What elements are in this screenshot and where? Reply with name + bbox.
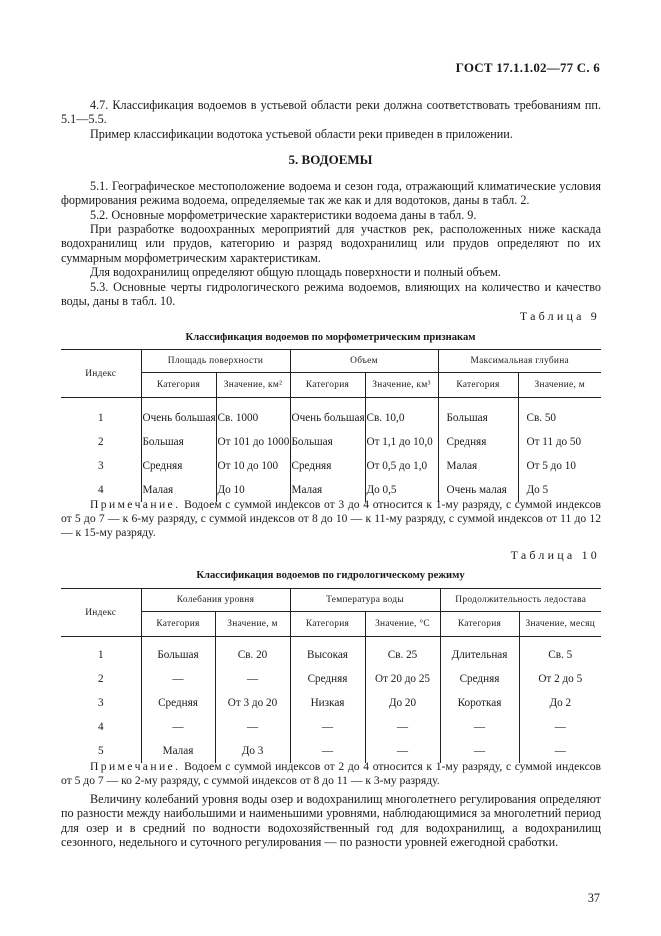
note-text: Водоем с суммой индексов от 2 до 4 относится к 1-му разряду, с суммой индексов от 5 до 7 — ко 2-му разряду, с суммой индексов от 8 до 11 — к 3-му разряду. [61,760,601,788]
sub-header: Значение, км² [216,373,290,398]
paragraph-5-1: 5.1. Географическое местоположение водоема и сезон года, отражающий климатические условия формирования режима водоема, определяемые так же как и для водотоков, даны в табл. 2. [61,179,601,208]
table-cell: 3 [97,697,104,709]
sub-header: Значение, м [518,373,601,398]
table-row [61,406,601,430]
table9-title: Классификация водоемов по морфометрическим признакам [185,332,476,343]
table-cell: Очень большая [290,406,365,430]
index-header: Индекс [61,350,141,398]
table-cell: От 2 до 5 [519,667,601,691]
table-cell: — [519,715,601,739]
table-cell: — [141,715,215,739]
table-row [61,430,601,454]
table-cell: От 10 до 100 [216,454,290,478]
table-cell: Очень малая [438,478,518,502]
group-header: Продолжительность ледостава [440,589,601,612]
table-cell: Большая [438,406,518,430]
table-cell: 4 [97,721,104,733]
table-cell: От 1,1 до 10,0 [365,430,438,454]
sub-header: Категория [440,612,519,637]
table-cell: До 5 [518,478,601,502]
table-cell: — [365,739,440,763]
note-text: Водоем с суммой индексов от 3 до 4 относится к 1-му разряду, с суммой индексов от 5 до 7 — к 6-му разряду, с суммой индексов от 8 до 10 — к 11-му разряду, с суммой индексов от 11 до 12 — к 15-му разряду. [61,498,601,540]
final-paragraph: Величину колебаний уровня воды озер и водохранилищ многолетнего регулирования определяют по разности между наибольшими и наименьшими уровнями, наблюдающимися за многолетний период для озер и в средний по водности водохозяйственный год для водохранилищ, а водохранилищ сезонного, недельного и суточного регулирования — по разности уровней ежегодной сработки. [61,792,601,850]
table-cell: 4 [97,484,104,496]
table-cell: От 5 до 10 [518,454,601,478]
table-cell: Малая [141,739,215,763]
table10-title: Классификация водоемов по гидрологическому режиму [196,570,465,581]
table-cell: Св. 1000 [216,406,290,430]
table-cell: Большая [141,430,216,454]
group-header: Максимальная глубина [438,350,601,373]
index-header: Индекс [61,589,141,637]
table9-note [61,498,601,541]
table-row [61,454,601,478]
table-row [61,715,601,739]
table-row [61,667,601,691]
group-header: Площадь поверхности [141,350,290,373]
table-cell: — [215,715,290,739]
paragraph-5-2: 5.2. Основные морфометрические характеристики водоема даны в табл. 9. [90,208,477,222]
table-cell: До 20 [365,691,440,715]
page-header: ГОСТ 17.1.1.02—77 С. 6 [455,60,600,75]
page-number: 37 [587,891,600,905]
table-hydrological [61,588,601,763]
table-row [61,691,601,715]
table-cell: 1 [97,649,104,661]
table-cell: 2 [97,436,104,448]
paragraph-4-7-example: Пример классификации водотока устьевой области реки приведен в приложении. [90,127,513,141]
section-title: 5. ВОДОЕМЫ [288,152,373,167]
table-cell: Св. 20 [215,643,290,667]
table-cell: От 0,5 до 1,0 [365,454,438,478]
table-cell: От 3 до 20 [215,691,290,715]
table-row [61,643,601,667]
table-cell: Средняя [290,667,365,691]
sub-header: Значение, месяц [519,612,601,637]
table-cell: Малая [290,478,365,502]
sub-header: Значение, м [215,612,290,637]
note-label: Примечание. [90,498,181,511]
sub-header: Категория [141,373,216,398]
table-cell: До 3 [215,739,290,763]
table-cell: Малая [141,478,216,502]
table-cell: Большая [141,643,215,667]
table-cell: — [290,739,365,763]
table-cell: Большая [290,430,365,454]
table-cell: — [365,715,440,739]
table10-label: Таблица 10 [510,548,600,562]
table-cell: 1 [97,412,104,424]
table-cell: От 20 до 25 [365,667,440,691]
table-cell: — [519,739,601,763]
paragraph-5-2-volume: Для водохранилищ определяют общую площадь поверхности и полный объем. [90,265,501,279]
table-cell: Очень большая [141,406,216,430]
paragraph-4-7: 4.7. Классификация водоемов в устьевой области реки должна соответствовать требованиям пп. 5.1—5.5. [61,98,601,127]
table-cell: Св. 50 [518,406,601,430]
table-cell: Средняя [438,430,518,454]
paragraph-5-2-detail: При разработке водоохранных мероприятий для участков рек, расположенных ниже каскада водохранилищ или прудов, категорию и разряд водохранилищ или прудов определяют по их суммарным морфометрическим характеристикам. [61,222,601,265]
table-cell: Св. 10,0 [365,406,438,430]
table-cell: От 11 до 50 [518,430,601,454]
note-label: Примечание. [90,760,181,773]
sub-header: Категория [141,612,215,637]
sub-header: Категория [290,612,365,637]
table-cell: От 101 до 1000 [216,430,290,454]
table-cell: Малая [438,454,518,478]
table-cell: — [290,715,365,739]
table-cell: Низкая [290,691,365,715]
group-header: Температура воды [290,589,440,612]
table-cell: — [141,667,215,691]
table-cell: Средняя [290,454,365,478]
table-cell: — [440,739,519,763]
group-header: Колебания уровня [141,589,290,612]
table-cell: Св. 25 [365,643,440,667]
table-morphometric [61,349,601,502]
group-header: Объем [290,350,438,373]
table-cell: 3 [97,460,104,472]
table-cell: До 2 [519,691,601,715]
table-cell: Св. 5 [519,643,601,667]
table9-label: Таблица 9 [519,309,600,323]
sub-header: Категория [438,373,518,398]
table-cell: До 0,5 [365,478,438,502]
table-cell: 2 [97,673,104,685]
table-cell: Короткая [440,691,519,715]
table-cell: 5 [97,745,104,757]
table-cell: Средняя [141,691,215,715]
table10-note [61,760,601,788]
paragraph-5-3: 5.3. Основные черты гидрологического режима водоемов, влияющих на количество и качество воды, даны в табл. 10. [61,280,601,309]
table-cell: — [215,667,290,691]
sub-header: Значение, °С [365,612,440,637]
table-cell: Средняя [141,454,216,478]
table-cell: Высокая [290,643,365,667]
table-cell: — [440,715,519,739]
table-cell: Длительная [440,643,519,667]
sub-header: Категория [290,373,365,398]
table-cell: Средняя [440,667,519,691]
sub-header: Значение, км³ [365,373,438,398]
table-cell: До 10 [216,478,290,502]
